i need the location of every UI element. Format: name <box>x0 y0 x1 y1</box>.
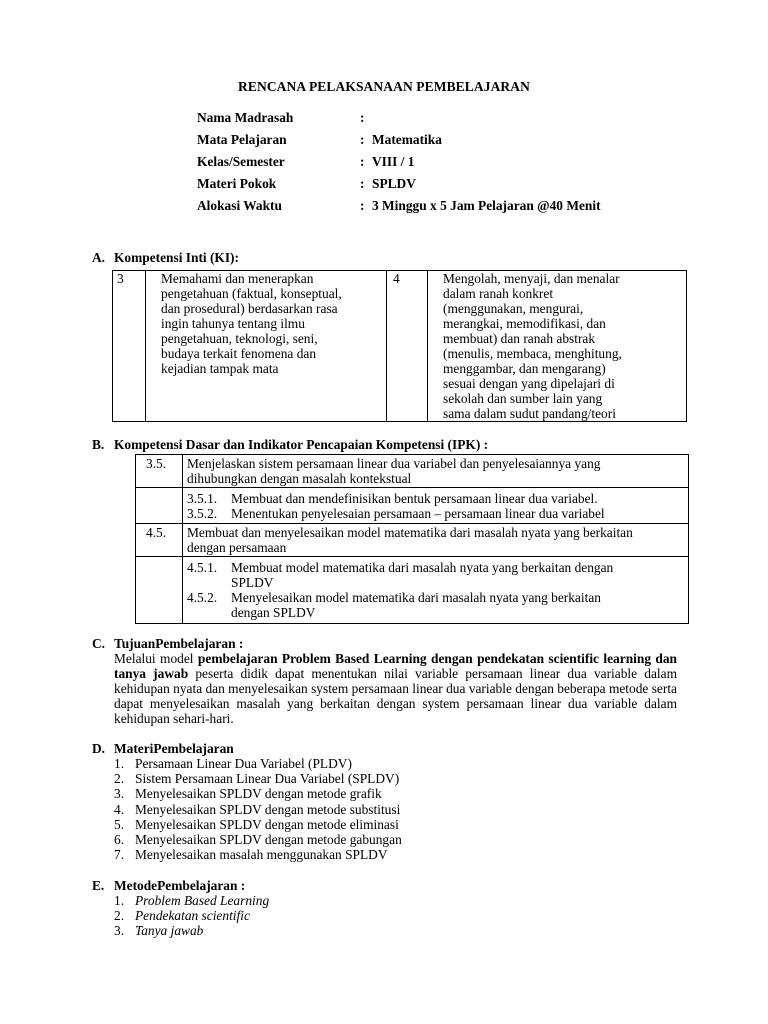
info-label: Mata Pelajaran <box>197 132 287 147</box>
tujuan-paragraph: Melalui model pembelajaran Problem Based Learning dengan pendekatan scientific learning dan tanya jawab peserta didik dapat menentukan nilai variable persamaan linear dua variable dalam kehidupan nyata dan menyelesaikan system persamaan linear dua variable dengan beberapa metode serta dapat menyelesaikan masalah yang berkaitan dengan system persamaan linear dua variable dalam kehidupan sehari-hari. <box>114 651 677 726</box>
list-item: 5. Menyelesaikan SPLDV dengan metode eliminasi <box>114 816 399 832</box>
kd-text: Menjelaskan sistem persamaan linear dua variabel dan penyelesaiannya yang dihubungkan dengan masalah kontekstual <box>183 455 689 488</box>
info-label: Nama Madrasah <box>197 110 294 125</box>
info-value: 3 Minggu x 5 Jam Pelajaran @40 Menit <box>372 198 601 213</box>
info-label: Alokasi Waktu <box>197 198 282 213</box>
ipk-row <box>136 488 689 524</box>
info-value: VIII / 1 <box>372 154 415 169</box>
info-block <box>197 110 601 220</box>
ipk-row <box>136 557 689 624</box>
ipk-item: 4.5.2. Menyelesaikan model matematika dari masalah nyata yang berkaitan <box>187 590 601 605</box>
list-item: 2. Sistem Persamaan Linear Dua Variabel (SPLDV) <box>114 771 400 787</box>
info-row-materi: Materi Pokok : SPLDV <box>197 176 601 198</box>
info-value: SPLDV <box>372 176 416 191</box>
section-e-heading: E. MetodePembelajaran : <box>92 878 246 893</box>
kd-row <box>136 524 689 557</box>
ipk-cell <box>183 488 689 524</box>
kd-number: 3.5. <box>136 455 183 488</box>
info-row-mapel: Mata Pelajaran : Matematika <box>197 132 601 154</box>
list-item: 3. Tanya jawab <box>114 923 204 939</box>
ipk-cell: 4.5.1. Membuat model matematika dari masalah nyata yang berkaitan dengan SPLDV 4.5.2. Menyelesaikan model matematika dari masalah nyata yang berkaitan dengan SPLDV <box>183 557 689 624</box>
kd-row <box>136 455 689 488</box>
ipk-item: 4.5.1. Membuat model matematika dari masalah nyata yang berkaitan dengan <box>187 560 614 575</box>
kd-number: 4.5. <box>136 524 183 557</box>
info-row-madrasah: Nama Madrasah : <box>197 110 601 132</box>
ipk-item: 3.5.2. Menentukan penyelesaian persamaan – persamaan linear dua variabel <box>187 506 605 521</box>
section-d-heading: D. MateriPembelajaran <box>92 741 234 756</box>
metode-list <box>114 893 269 939</box>
kd-table <box>135 454 689 624</box>
list-item: 2. Pendekatan scientific <box>114 908 250 924</box>
materi-list <box>114 756 402 862</box>
document-title: RENCANA PELAKSANAAN PEMBELAJARAN <box>238 79 530 94</box>
list-item: 1. Persamaan Linear Dua Variabel (PLDV) <box>114 756 352 771</box>
info-row-kelas: Kelas/Semester : VIII / 1 <box>197 154 601 176</box>
info-row-alokasi: Alokasi Waktu : 3 Minggu x 5 Jam Pelajaran @40 Menit <box>197 198 601 220</box>
kd-text: Membuat dan menyelesaikan model matematika dari masalah nyata yang berkaitan dengan persamaan <box>183 524 689 557</box>
list-item: 4. Menyelesaikan SPLDV dengan metode substitusi <box>114 801 401 817</box>
list-item: 1. Problem Based Learning <box>114 893 270 908</box>
list-item: 3. Menyelesaikan SPLDV dengan metode grafik <box>114 786 382 802</box>
ki3-number: 3 <box>113 271 146 422</box>
info-label: Kelas/Semester <box>197 154 285 169</box>
info-label: Materi Pokok <box>197 176 277 191</box>
list-item: 7. Menyelesaikan masalah menggunakan SPLDV <box>114 847 388 863</box>
section-c-heading: C. TujuanPembelajaran : <box>92 636 244 651</box>
ki3-text: Memahami dan menerapkan pengetahuan (faktual, konseptual, dan prosedural) berdasarkan rasa ingin tahunya tentang ilmu pengetahuan, teknologi, seni, budaya terkait fenomena dan kejadian tampak mata <box>146 271 387 422</box>
section-b-heading: B. Kompetensi Dasar dan Indikator Pencapaian Kompetensi (IPK) : <box>92 437 489 452</box>
ki4-text: Mengolah, menyaji, dan menalar dalam ranah konkret (menggunakan, mengurai, merangkai, memodifikasi, dan membuat) dan ranah abstrak (menulis, membaca, menghitung, menggambar, dan mengarang) sesuai dengan yang dipelajari di sekolah dan sumber lain yang sama dalam sudut pandang/teori <box>428 271 687 422</box>
ki-table <box>112 270 687 422</box>
ki4-number: 4 <box>387 271 428 422</box>
info-value: Matematika <box>372 132 442 147</box>
section-a-heading: A. Kompetensi Inti (KI): <box>92 250 239 265</box>
ipk-item: 3.5.1. Membuat dan mendefinisikan bentuk persamaan linear dua variabel. <box>187 491 598 506</box>
list-item: 6. Menyelesaikan SPLDV dengan metode gabungan <box>114 831 402 847</box>
